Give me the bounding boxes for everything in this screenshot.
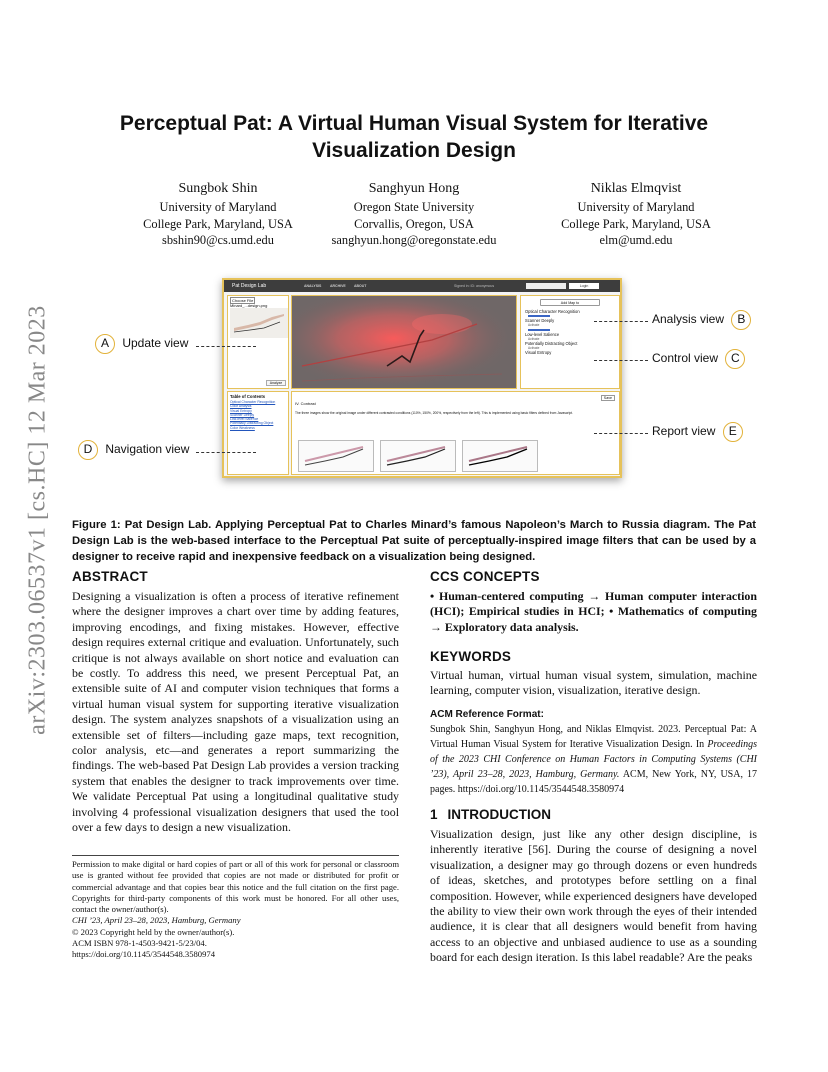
toc-item: Optical Character Recognition — [230, 400, 276, 404]
acm-ref-heading: ACM Reference Format: — [430, 709, 544, 720]
footnote — [72, 859, 399, 961]
footnote-copyright: © 2023 Copyright held by the owner/author(s). — [72, 926, 235, 937]
title-line-1: Perceptual Pat: A Virtual Human Visual System for Iterative — [119, 112, 709, 135]
arxiv-stamp — [18, 280, 58, 760]
control-view-panel — [520, 295, 620, 389]
author-name: Sungbok Shin — [178, 181, 258, 196]
toc-item: Scanner Deeply — [230, 412, 255, 417]
acm-ref-plain: Sungbok Shin, Sanghyun Hong, and Niklas Elmqvist. 2023. Perceptual Pat: A Virtual Human Visual System for Iterative Visualization Design. In — [430, 724, 757, 750]
footnote-rule — [72, 855, 399, 856]
callout-label: Analysis view — [652, 312, 725, 327]
activate-toggle: Activate — [528, 336, 540, 341]
abstract-heading: ABSTRACT — [72, 569, 148, 584]
callout-letter: E — [723, 422, 743, 442]
figure-screenshot — [222, 278, 622, 478]
report-thumbnail — [298, 440, 374, 472]
callout-letter: B — [731, 310, 751, 330]
file-name: Minard_...design.png — [230, 303, 268, 308]
callout-leader-line — [196, 346, 256, 347]
filter-ocr: Optical Character Recognition — [525, 309, 580, 314]
filter-slider — [528, 315, 550, 317]
author-affiliation: University of Maryland — [159, 200, 277, 214]
author-affiliation: University of Maryland — [577, 200, 695, 214]
keywords-heading: KEYWORDS — [430, 649, 512, 664]
update-view-panel — [227, 295, 289, 389]
report-thumbnail — [380, 440, 456, 472]
acm-ref-tail: ACM, New York, NY, USA, 17 pages. https://doi.org/10.1145/3544548.3580974 — [430, 769, 758, 795]
callout-leader-line — [196, 452, 256, 453]
callout-label: Report view — [652, 424, 716, 439]
analyze-button: Analyze — [266, 380, 286, 386]
signed-in-text: Signed in: ID: anonymous — [454, 284, 495, 288]
toc-item: Color Weakness — [230, 425, 255, 430]
add-map-button: Add Map to — [540, 299, 600, 306]
filter-distracting-object: Potentially Distracting Object — [525, 341, 578, 347]
file-chooser — [230, 298, 288, 308]
abstract-text: Designing a visualization is often a process of iterative refinement where the designer improves a chart over time by adding features, improving encodings, and fixing mistakes. However, effective design requires external critique and evaluation. Unfortunately, such critique is not always available on short notice and evaluation can be costly. To address this need, we present Perceptual Pat, an extensible suite of AI and computer vision techniques that forms a virtual human visual system for supporting iterative visualization design. The system analyzes snapshots of a visualization using an extensible set of filters—including gaze maps, text recognition, color analysis, etc—and generates a report summarizing the findings. The web-based Pat Design Lab provides a version tracking system that enables the designer to track improvements over time. We validate Perceptual Pat using a longitudinal qualitative study involving 4 professional visualization designers that used the tool over a few days to design a new visualization. — [72, 589, 399, 835]
callout-letter: D — [78, 440, 98, 460]
app-brand: Pat Design Lab — [232, 283, 267, 289]
toc-item: Visual Entropy — [230, 408, 252, 413]
callout-report-view — [652, 422, 743, 442]
filter-scanner-deeply: Scanner Deeply — [525, 318, 555, 324]
save-button: Save — [601, 395, 615, 401]
author-name: Niklas Elmqvist — [590, 181, 682, 196]
report-thumbnail — [462, 440, 538, 472]
footnote-venue: CHI ’23, April 23–28, 2023, Hamburg, Germany — [72, 915, 241, 926]
acm-ref-text — [430, 722, 757, 797]
author-location: College Park, Maryland, USA — [561, 216, 711, 231]
footnote-doi: https://doi.org/10.1145/3544548.3580974 — [72, 949, 215, 960]
toc-item: Color Analysis — [230, 404, 252, 409]
nav-about: ABOUT — [354, 284, 367, 288]
login-button: Login — [569, 283, 599, 289]
intro-heading — [430, 807, 551, 822]
analysis-view-panel — [291, 295, 517, 389]
filter-low-level-salience: Low-level Salience — [525, 331, 560, 337]
intro-number: 1 — [430, 807, 438, 822]
callout-label: Navigation view — [105, 442, 190, 457]
report-header: IV. Contrast — [295, 401, 316, 406]
intro-text: Visualization design, just like any other design discipline, is inherently iterative [56]. During the course of designing a novel visualization, a designer may go through dozens or even hundreds of ideas, sketches, and prototypes before settling on a final composition. However, while experienced designers have developed the ability to view their own work through the eyes of their intended audience, it is clear that all designers would benefit from having access to an objective and unbiased audience to use as a sounding board for each design iteration. Is this label readable? Are the peaks — [430, 827, 757, 965]
keywords-text: Virtual human, virtual human visual system, simulation, machine learning, computer vision, visualization, iterative design. — [430, 668, 757, 698]
callout-control-view — [652, 349, 745, 369]
toc-title: Table of Contents — [230, 394, 266, 399]
nav-archive: ARCHIVE — [330, 284, 346, 288]
saliency-heatmap — [292, 296, 517, 389]
callout-leader-line — [594, 321, 648, 322]
author-location: College Park, Maryland, USA — [143, 216, 293, 231]
callout-label: Control view — [652, 351, 719, 366]
filter-slider — [528, 329, 550, 331]
title-line-2: Visualization Design — [312, 139, 516, 162]
author-block-2 — [294, 180, 534, 249]
activate-toggle: Activate — [528, 346, 540, 351]
author-affiliation: Oregon State University — [353, 200, 475, 214]
acm-ref-proceedings: Proceedings of the 2023 CHI Conference on Human Factors in Computing Systems (CHI ’23), April 23–28, 2023, Hamburg, Germany. — [430, 739, 757, 780]
nav-analysis: ANALYSIS — [304, 284, 322, 288]
ccs-text: • Human-centered computing → Human computer interaction (HCI); Empirical studies in HCI; • Mathematics of computing → Exploratory data analysis. — [430, 589, 757, 634]
callout-label: Update view — [122, 336, 189, 351]
footnote-isbn: ACM ISBN 978-1-4503-9421-5/23/04. — [72, 938, 207, 949]
author-email: sanghyun.hong@oregonstate.edu — [331, 233, 497, 247]
report-view-panel — [291, 391, 620, 475]
author-email: sbshin90@cs.umd.edu — [162, 233, 274, 247]
callout-leader-line — [594, 360, 648, 361]
intro-title: INTRODUCTION — [447, 807, 552, 822]
activate-toggle: Activate — [528, 323, 540, 328]
ccs-heading: CCS CONCEPTS — [430, 569, 540, 584]
callout-letter: A — [95, 334, 115, 354]
figure-caption: Figure 1: Pat Design Lab. Applying Perceptual Pat to Charles Minard’s famous Napoleon’s March to Russia diagram. The Pat Design Lab is the web-based interface to the Perceptual Pat suite of perceptually-inspired image filters that can be used by a designer to receive rapid and inexpensive feedback on a visualization being designed. — [72, 519, 756, 563]
author-email: elm@umd.edu — [599, 233, 673, 247]
callout-update-view — [95, 334, 188, 354]
choose-file-button: Choose File — [232, 298, 254, 303]
filter-visual-entropy: Visual Entropy — [525, 350, 552, 356]
toc-item: Potentially Distracting Object — [230, 421, 274, 426]
paper-title — [72, 110, 756, 164]
app-topbar — [224, 280, 620, 292]
minard-thumbnail — [230, 308, 288, 338]
callout-leader-line — [594, 433, 648, 434]
callout-navigation-view — [78, 440, 189, 460]
author-block-3 — [516, 180, 756, 249]
login-input — [526, 283, 566, 289]
toc-item: Low-level Salience — [230, 417, 259, 422]
footnote-permission: Permission to make digital or hard copies of part or all of this work for personal or classroom use is granted without fee provided that copies are not made or distributed for profit or commercial advantage and that copies bear this notice and the full citation on the first page. Copyrights for third-party components of this work must be honored. For all other uses, contact the owner/author(s). — [72, 859, 399, 915]
report-description: The three images show the original image under different contrasted conditions (110%, 150%, 200%, respectively from the left). This is implemented using basic filters defined from Javascript. — [295, 411, 573, 415]
arxiv-id: arXiv:2303.06537v1 [cs.HC] 12 Mar 2023 — [24, 305, 51, 735]
navigation-view-panel — [227, 391, 289, 475]
author-name: Sanghyun Hong — [368, 181, 460, 196]
callout-letter: C — [725, 349, 745, 369]
callout-analysis-view — [652, 310, 751, 330]
author-location: Corvallis, Oregon, USA — [354, 216, 474, 231]
